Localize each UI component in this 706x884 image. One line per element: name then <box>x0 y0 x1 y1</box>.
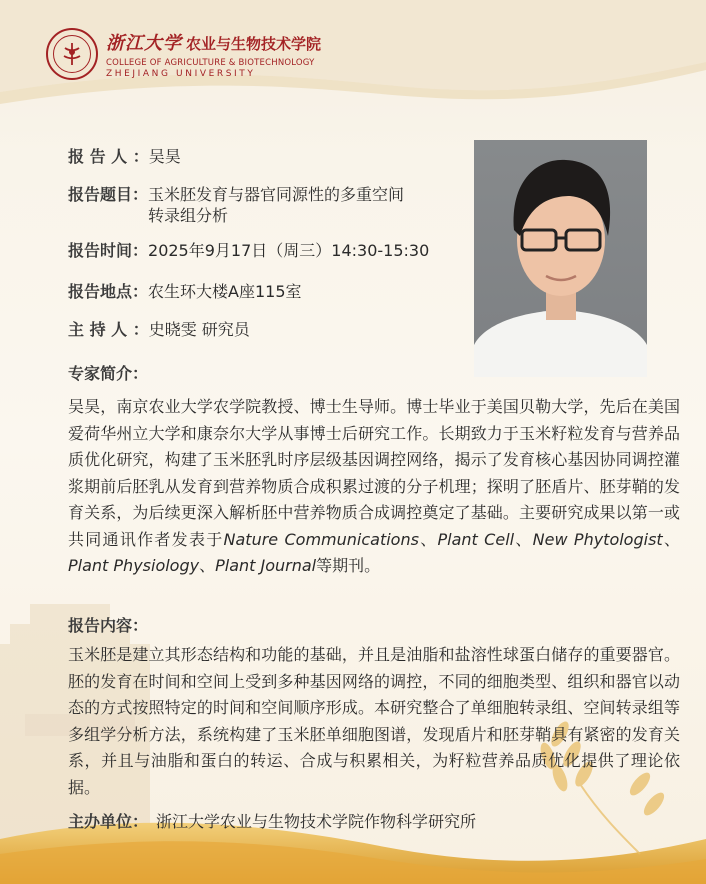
host-row <box>68 319 250 340</box>
seal-emblem-icon <box>61 42 83 66</box>
college-name-en: COLLEGE OF AGRICULTURE & BIOTECHNOLOGY <box>106 58 315 68</box>
bio-separator: 、 <box>199 556 216 575</box>
bio-title: 专家简介： <box>68 364 149 383</box>
content-title: 报告内容： <box>68 616 149 635</box>
speaker-row <box>68 146 181 167</box>
journal-plant-cell: Plant Cell <box>437 529 515 549</box>
topic-label: 报告题目： <box>68 185 149 204</box>
journal-plant-journal: Plant Journal <box>215 556 317 575</box>
university-name-en: ZHEJIANG UNIVERSITY <box>106 69 256 79</box>
topic-line-2: 转录组分析 <box>148 206 229 225</box>
time-value: 2025年9月17日（周三）14:30-15:30 <box>148 241 430 260</box>
university-seal-logo <box>46 28 98 80</box>
location-value: 农生环大楼A座115室 <box>148 282 302 301</box>
topic-row <box>68 184 404 226</box>
bio-text-main: 吴昊，南京农业大学农学院教授、博士生导师。博士毕业于美国贝勒大学，先后在美国爱荷华州立大学和康奈尔大学从事博士后研究工作。长期致力于玉米籽粒发育与营养品质优化研究，构建了玉米胚乳时序层级基因调控网络，揭示了发育核心基因协同调控灌浆期前后胚乳从发育到营养物质合成积累过渡的分子机理；探明了胚盾片、胚芽鞘的发育关系，为后续更深入解析胚中营养物质合成调控奠定了基础。主要研究成果以第一或共同通讯作者发表于 <box>68 397 680 549</box>
journal-plant-physiology: Plant Physiology <box>68 556 200 575</box>
bio-separator: 、 <box>418 529 438 549</box>
speaker-portrait-icon <box>474 140 647 377</box>
bio-separator: 、 <box>662 529 680 549</box>
bio-text <box>68 394 680 580</box>
content-text: 玉米胚是建立其形态结构和功能的基础，并且是油脂和盐溶性球蛋白储存的重要器官。胚的发育在时间和空间上受到多种基因网络的调控，不同的细胞类型、组织和器官以动态的方式按照特定的时间和空间顺序形成。本研究整合了单细胞转录组、空间转录组等多组学分析方法，系统构建了玉米胚单细胞图谱，发现盾片和胚芽鞘具有紧密的发育关系，并且与油脂和蛋白的转运、合成与积累相关，为籽粒营养品质优化提供了理论依据。 <box>68 645 680 797</box>
speaker-label: 报 告 人 ： <box>68 147 149 166</box>
bio-separator: 、 <box>514 529 533 549</box>
topic-line-1: 玉米胚发育与器官同源性的多重空间 <box>148 185 405 204</box>
university-name-cn: 浙江大学 <box>106 33 182 54</box>
speaker-name: 吴昊 <box>148 147 181 166</box>
time-row <box>68 240 429 261</box>
location-label: 报告地点： <box>68 282 149 301</box>
college-name-cn: 农业与生物技术学院 <box>186 35 322 53</box>
journal-nature-communications: Nature Communications <box>223 529 419 549</box>
time-label: 报告时间： <box>68 241 149 260</box>
location-row <box>68 281 302 302</box>
organizer-row <box>68 809 476 832</box>
header <box>46 24 321 84</box>
organizer-value: 浙江大学农业与生物技术学院作物科学研究所 <box>156 812 477 831</box>
journal-new-phytologist: New Phytologist <box>532 529 663 549</box>
host-value: 史晓雯 研究员 <box>148 320 250 339</box>
host-label: 主 持 人 ： <box>68 320 149 339</box>
topic-value <box>148 184 404 226</box>
organizer-label: 主办单位： <box>68 812 149 831</box>
speaker-photo <box>474 140 647 377</box>
bio-text-end: 等期刊。 <box>316 556 381 575</box>
